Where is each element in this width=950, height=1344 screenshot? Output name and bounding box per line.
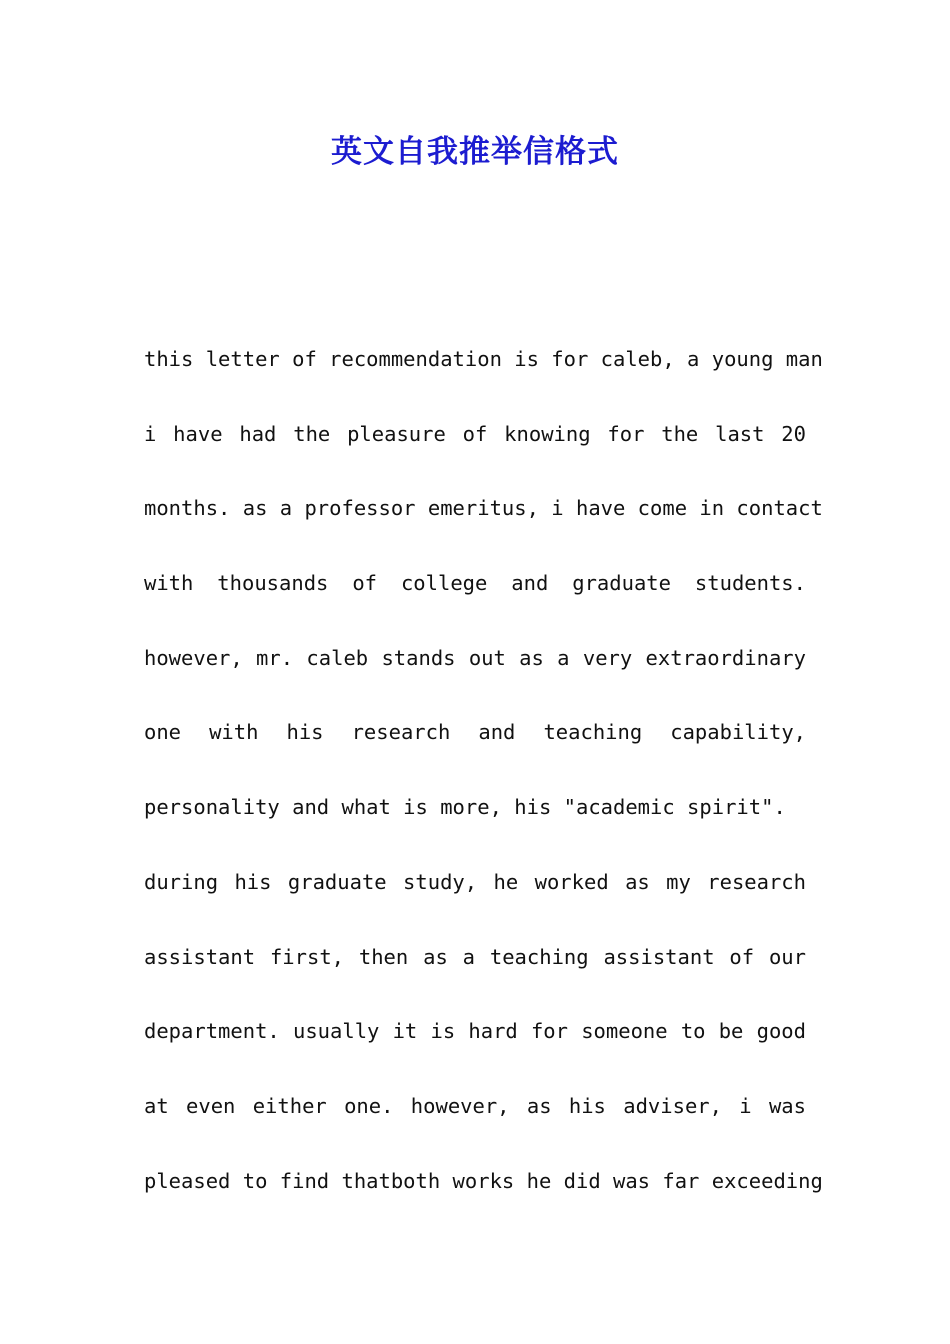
body-line: with thousands of college and graduate students. — [144, 571, 806, 596]
body-line: i have had the pleasure of knowing for the last 20 — [144, 421, 806, 446]
body-line: one with his research and teaching capability, — [144, 720, 806, 745]
document-title: 英文自我推举信格式 — [331, 134, 619, 170]
body-line: however, mr. caleb stands out as a very extraordinary — [144, 645, 806, 670]
body-line: during his graduate study, he worked as my research — [144, 869, 806, 894]
body-line: pleased to find thatboth works he did was far exceeding — [144, 1168, 823, 1193]
body-line: assistant first, then as a teaching assistant of our — [144, 944, 806, 969]
body-line: personality and what is more, his "academic spirit". — [144, 795, 786, 820]
body-line: at even either one. however, as his adviser, i was — [144, 1093, 806, 1118]
body-line: this letter of recommendation is for caleb, a young man — [144, 347, 823, 371]
body-line: months. as a professor emeritus, i have come in contact — [144, 496, 823, 521]
document-body — [144, 340, 823, 1236]
body-line: department. usually it is hard for someone to be good — [144, 1019, 806, 1044]
